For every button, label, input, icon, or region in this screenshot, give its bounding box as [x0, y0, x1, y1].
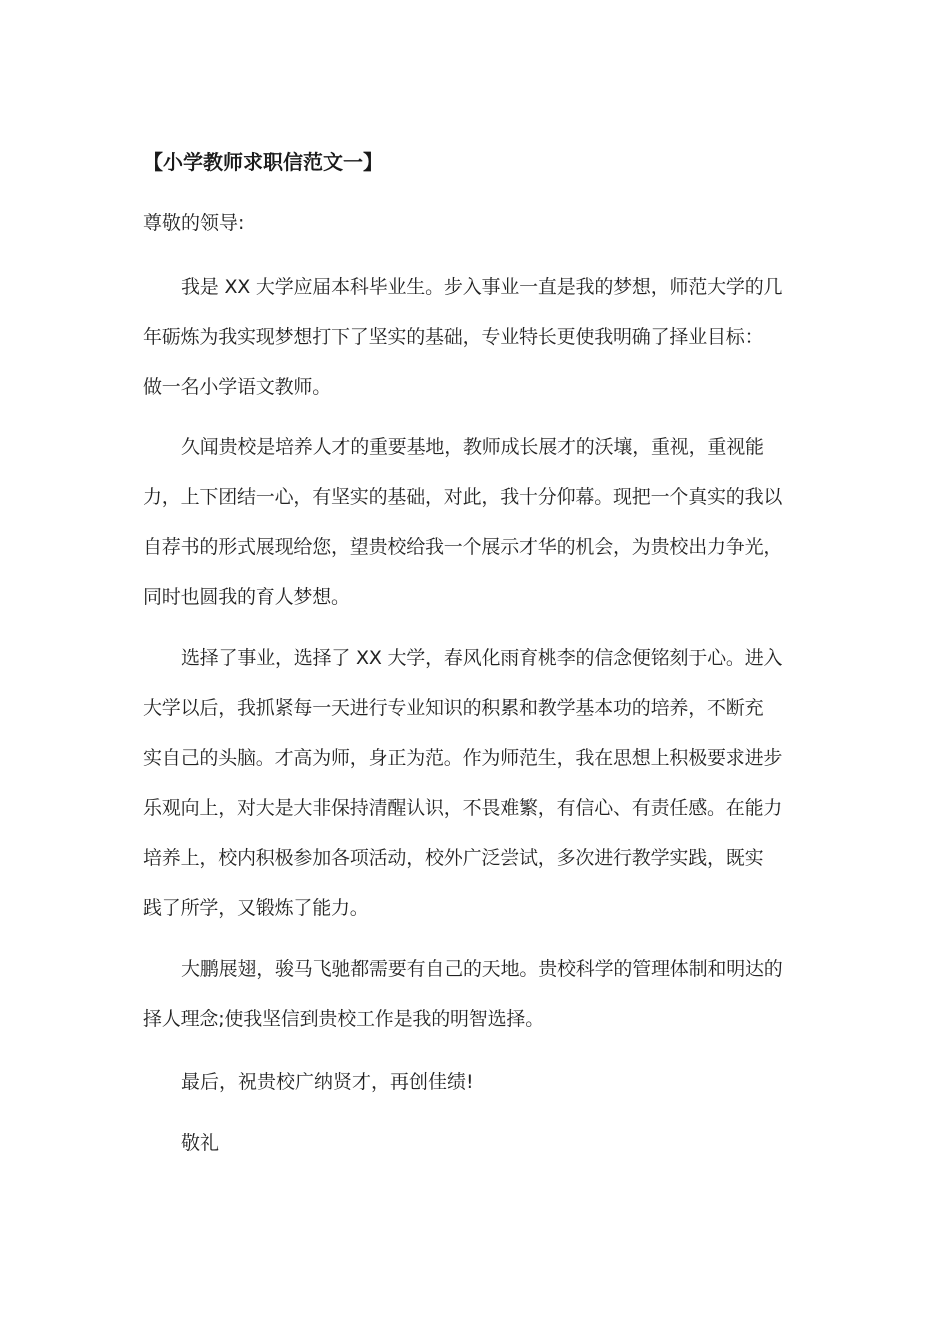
paragraph-3 — [143, 633, 803, 933]
closing-wish: 最后，祝贵校广纳贤才，再创佳绩! — [181, 1071, 474, 1093]
paragraph-line: 践了所学，又锻炼了能力。 — [143, 897, 369, 919]
paragraph-line: 实自己的头脑。才高为师，身正为范。作为师范生，我在思想上积极要求进步 — [143, 747, 783, 769]
paragraph-2 — [143, 422, 803, 622]
paragraph-line: 同时也圆我的育人梦想。 — [143, 586, 350, 608]
paragraph-line: 久闻贵校是培养人才的重要基地，教师成长展才的沃壤，重视，重视能 — [181, 436, 764, 458]
closing-regards: 敬礼 — [181, 1132, 220, 1154]
paragraph-line: 大学以后，我抓紧每一天进行专业知识的积累和教学基本功的培养，不断充 — [143, 697, 764, 719]
paragraph-line: 我是 XX 大学应届本科毕业生。步入事业一直是我的梦想，师范大学的几 — [181, 276, 783, 298]
paragraph-line: 做一名小学语文教师。 — [143, 376, 332, 398]
paragraph-4 — [143, 944, 803, 1044]
paragraph-line: 自荐书的形式展现给您，望贵校给我一个展示才华的机会，为贵校出力争光， — [143, 536, 783, 558]
paragraph-line: 选择了事业，选择了 XX 大学，春风化雨育桃李的信念便铭刻于心。进入 — [181, 647, 783, 669]
paragraph-line: 年砺炼为我实现梦想打下了坚实的基础，专业特长更使我明确了择业目标： — [143, 326, 764, 348]
paragraph-1 — [143, 262, 803, 412]
paragraph-line: 大鹏展翅，骏马飞驰都需要有自己的天地。贵校科学的管理体制和明达的 — [181, 958, 783, 980]
salutation: 尊敬的领导: — [143, 212, 245, 234]
paragraph-line: 择人理念;使我坚信到贵校工作是我的明智选择。 — [143, 1008, 545, 1030]
document-title: 【小学教师求职信范文一】 — [143, 150, 383, 174]
paragraph-line: 力，上下团结一心，有坚实的基础，对此，我十分仰幕。现把一个真实的我以 — [143, 486, 783, 508]
paragraph-line: 乐观向上，对大是大非保持清醒认识，不畏难繁，有信心、有责任感。在能力 — [143, 797, 783, 819]
paragraph-line: 培养上，校内积极参加各项活动，校外广泛尝试，多次进行教学实践，既实 — [143, 847, 764, 869]
